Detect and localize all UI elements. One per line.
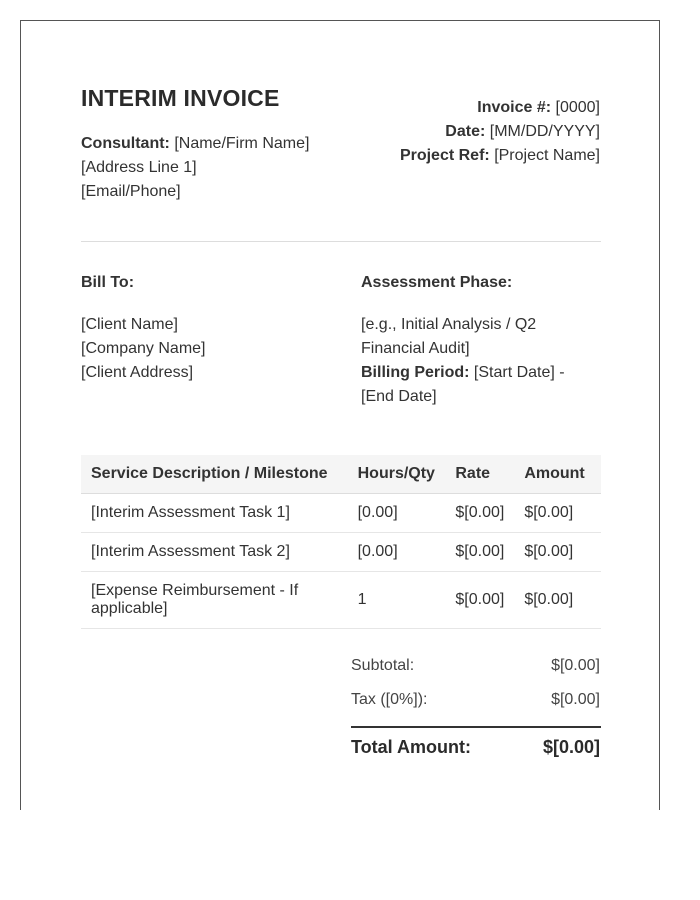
- consultant-contact: [Email/Phone]: [81, 183, 181, 200]
- consultant-address: [Address Line 1]: [81, 159, 197, 176]
- phase-description: [e.g., Initial Analysis / Q2 Financial Audit]: [361, 316, 537, 357]
- row-rate: $[0.00]: [445, 572, 514, 629]
- consultant-value: [Name/Firm Name]: [174, 135, 310, 152]
- billing-period-label: Billing Period:: [361, 364, 470, 381]
- line-items-table: [81, 455, 601, 629]
- billing-period-line: [361, 361, 601, 409]
- invoice-number-label: Invoice #:: [477, 99, 552, 116]
- total-amount-label: Total Amount:: [351, 737, 471, 757]
- row-description: [81, 572, 348, 629]
- invoice-title: INTERIM INVOICE: [81, 85, 280, 111]
- row-hours: [0.00]: [348, 533, 446, 572]
- row-rate: $[0.00]: [445, 533, 514, 572]
- table-row: [81, 494, 601, 533]
- consultant-block: [81, 132, 309, 204]
- row-amount: $[0.00]: [514, 533, 601, 572]
- invoice-meta: [400, 96, 600, 168]
- client-address: [Client Address]: [81, 364, 194, 381]
- header-hours: Hours/Qty: [348, 455, 446, 494]
- row-rate: $[0.00]: [445, 494, 514, 533]
- table-header-row: [81, 455, 601, 494]
- row-hours: [0.00]: [348, 494, 446, 533]
- bill-to-block: [81, 313, 206, 385]
- invoice-date-line: [400, 120, 600, 144]
- tax-value: $[0.00]: [551, 691, 600, 708]
- project-ref-value: [Project Name]: [494, 147, 600, 164]
- total-rule: [351, 726, 601, 728]
- billing-period-value: [Start Date] - [End Date]: [361, 364, 565, 405]
- header-description: Service Description / Milestone: [81, 455, 348, 494]
- table-row: [81, 533, 601, 572]
- row-amount: $[0.00]: [514, 572, 601, 629]
- assessment-phase-heading: Assessment Phase:: [361, 274, 513, 291]
- row-amount: $[0.00]: [514, 494, 601, 533]
- bill-to-heading: Bill To:: [81, 274, 135, 291]
- row-description: [Interim Assessment Task 2]: [81, 533, 348, 572]
- project-ref-label: Project Ref:: [399, 147, 490, 164]
- subtotal-label: Subtotal:: [351, 657, 415, 674]
- total-amount-value: $[0.00]: [542, 737, 600, 757]
- subtotal-value: $[0.00]: [551, 657, 600, 674]
- row-description-text: [Expense Reimbursement - If applicable]: [91, 582, 299, 617]
- client-name: [Client Name]: [81, 316, 178, 333]
- invoice-date-label: Date:: [445, 123, 486, 140]
- header-rate: Rate: [445, 455, 514, 494]
- consultant-label: Consultant:: [81, 135, 170, 152]
- header-amount: Amount: [514, 455, 601, 494]
- invoice-number-value: [0000]: [555, 99, 600, 116]
- table-row: [81, 572, 601, 629]
- project-ref-line: [400, 144, 600, 168]
- consultant-line: [81, 132, 309, 156]
- row-hours: 1: [348, 572, 446, 629]
- company-name: [Company Name]: [81, 340, 206, 357]
- header-divider: [81, 241, 601, 242]
- invoice-number-line: [400, 96, 600, 120]
- invoice-page: [20, 20, 660, 810]
- row-description: [Interim Assessment Task 1]: [81, 494, 348, 533]
- invoice-date-value: [MM/DD/YYYY]: [489, 123, 600, 140]
- tax-label: Tax ([0%]):: [351, 691, 428, 708]
- assessment-phase-block: [361, 313, 601, 409]
